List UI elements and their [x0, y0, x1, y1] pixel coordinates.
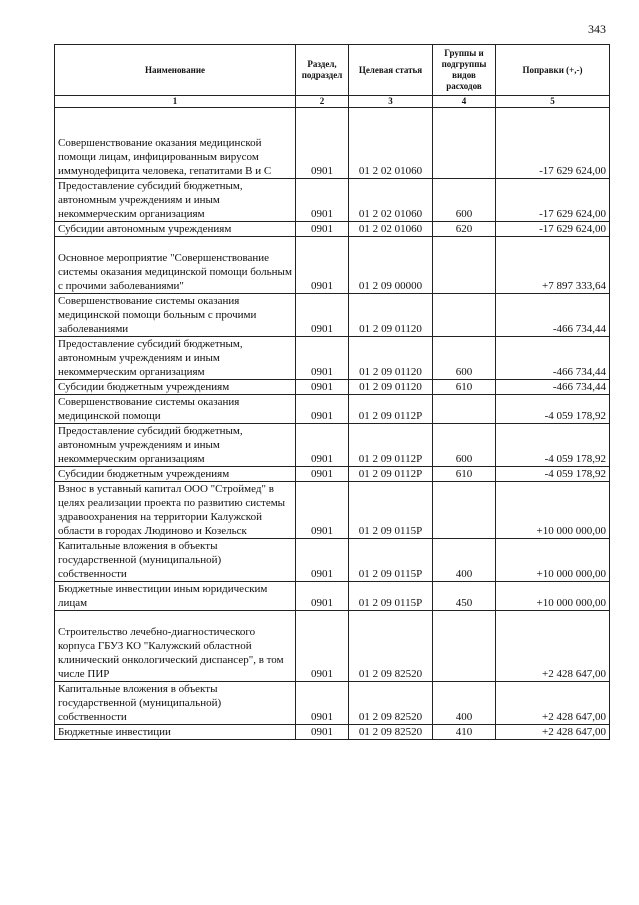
row-name: [55, 482, 296, 539]
row-expense-group: [433, 237, 496, 294]
row-section: [296, 582, 349, 611]
row-section-text: 0901: [311, 366, 333, 378]
row-name-text: Предоставление субсидий бюджетным, автономным учреждениям и иным некоммерческим организациям: [58, 180, 243, 220]
row-expense-group: [433, 294, 496, 337]
row-section-text: 0901: [311, 165, 333, 177]
row-amendment-amount: [496, 294, 610, 337]
row-name: [55, 725, 296, 740]
row-name: [55, 108, 296, 179]
row-name: [55, 237, 296, 294]
row-expense-group: [433, 682, 496, 725]
row-section: [296, 108, 349, 179]
table-row: [55, 294, 610, 337]
row-name-text: Капитальные вложения в объекты государственной (муниципальной) собственности: [58, 683, 222, 723]
row-target-article-text: 01 2 09 0115Р: [358, 525, 423, 537]
row-expense-group: [433, 337, 496, 380]
row-name-text: Предоставление субсидий бюджетным, автономным учреждениям и иным некоммерческим организациям: [58, 338, 243, 378]
row-amendment-amount: [496, 582, 610, 611]
row-target-article: [349, 179, 433, 222]
header-section: Раздел, подраздел: [296, 45, 349, 96]
row-expense-group-text: 400: [455, 568, 473, 580]
row-expense-group: [433, 380, 496, 395]
row-expense-group-text: 600: [455, 208, 473, 220]
row-section-text: 0901: [311, 726, 333, 738]
row-expense-group-text: 410: [455, 726, 473, 738]
row-section-text: 0901: [311, 323, 333, 335]
row-expense-group-text: 620: [455, 223, 473, 235]
row-name-text: Бюджетные инвестиции иным юридическим лицам: [58, 583, 268, 609]
row-section: [296, 237, 349, 294]
row-section-text: 0901: [311, 410, 333, 422]
table-row: [55, 179, 610, 222]
row-section-text: 0901: [311, 525, 333, 537]
row-section-text: 0901: [311, 381, 333, 393]
row-section: [296, 222, 349, 237]
row-amendment-amount: [496, 725, 610, 740]
row-section-text: 0901: [311, 468, 333, 480]
row-section-text: 0901: [311, 568, 333, 580]
row-name-text: Совершенствование оказания медицинской помощи лицам, инфицированным вирусом иммунодефицита человека, гепатитами В и С: [58, 137, 272, 177]
row-amendment-amount: [496, 108, 610, 179]
row-amendment-amount: [496, 539, 610, 582]
row-name-text: Совершенствование системы оказания медицинской помощи: [58, 396, 240, 422]
row-name: [55, 294, 296, 337]
row-target-article: [349, 380, 433, 395]
row-amendment-amount-text: -17 629 624,00: [539, 208, 606, 220]
row-amendment-amount-text: -17 629 624,00: [539, 165, 606, 177]
row-name-text: Основное мероприятие "Совершенствование системы оказания медицинской помощи больным с прочими заболеваниями": [58, 252, 292, 292]
row-target-article: [349, 539, 433, 582]
row-target-article: [349, 467, 433, 482]
row-section: [296, 482, 349, 539]
row-target-article-text: 01 2 09 82520: [358, 726, 423, 738]
row-target-article: [349, 108, 433, 179]
row-section-text: 0901: [311, 280, 333, 292]
row-amendment-amount-text: -466 734,44: [552, 323, 606, 335]
row-amendment-amount: [496, 337, 610, 380]
table-row: [55, 582, 610, 611]
row-section-text: 0901: [311, 223, 333, 235]
page-number: 343: [588, 22, 606, 36]
row-amendment-amount: [496, 179, 610, 222]
row-amendment-amount-text: +2 428 647,00: [542, 711, 606, 723]
row-amendment-amount-text: -466 734,44: [552, 381, 606, 393]
table-row: [55, 539, 610, 582]
header-name: Наименование: [55, 45, 296, 96]
row-expense-group: [433, 424, 496, 467]
table-body: [55, 108, 610, 740]
table-row: [55, 682, 610, 725]
budget-amendment-table: [54, 44, 610, 740]
header-amendment: Поправки (+,-): [496, 45, 610, 96]
row-target-article: [349, 395, 433, 424]
row-target-article-text: 01 2 09 0115Р: [358, 568, 423, 580]
row-target-article-text: 01 2 09 0112Р: [358, 453, 423, 465]
row-expense-group: [433, 395, 496, 424]
row-target-article: [349, 337, 433, 380]
row-target-article-text: 01 2 09 0115Р: [358, 597, 423, 609]
row-section: [296, 725, 349, 740]
column-number: 5: [496, 96, 610, 108]
row-target-article-text: 01 2 09 0112Р: [358, 468, 423, 480]
row-section-text: 0901: [311, 668, 333, 680]
table-row: [55, 380, 610, 395]
row-amendment-amount: [496, 380, 610, 395]
row-section: [296, 424, 349, 467]
row-name: [55, 380, 296, 395]
row-expense-group: [433, 222, 496, 237]
column-number: 1: [55, 96, 296, 108]
row-target-article: [349, 725, 433, 740]
row-amendment-amount-text: +10 000 000,00: [536, 525, 606, 537]
column-number-row: [55, 96, 610, 108]
row-target-article-text: 01 2 02 01060: [358, 208, 423, 220]
row-amendment-amount-text: +10 000 000,00: [536, 568, 606, 580]
row-target-article: [349, 294, 433, 337]
table-row: [55, 337, 610, 380]
row-amendment-amount-text: +10 000 000,00: [536, 597, 606, 609]
column-number: 2: [296, 96, 349, 108]
row-amendment-amount: [496, 482, 610, 539]
row-expense-group: [433, 611, 496, 682]
row-amendment-amount-text: -17 629 624,00: [539, 223, 606, 235]
row-target-article: [349, 682, 433, 725]
row-target-article-text: 01 2 09 01120: [359, 366, 422, 378]
row-amendment-amount: [496, 237, 610, 294]
row-expense-group-text: 600: [455, 366, 473, 378]
row-amendment-amount: [496, 424, 610, 467]
row-section: [296, 337, 349, 380]
table-header-row: [55, 45, 610, 96]
table-row: [55, 482, 610, 539]
row-name-text: Субсидии автономным учреждениям: [58, 223, 232, 235]
row-name: [55, 395, 296, 424]
row-name: [55, 424, 296, 467]
row-amendment-amount-text: -4 059 178,92: [544, 410, 606, 422]
row-section: [296, 294, 349, 337]
row-name-text: Субсидии бюджетным учреждениям: [58, 381, 230, 393]
row-section: [296, 395, 349, 424]
column-number: 3: [349, 96, 433, 108]
row-name: [55, 611, 296, 682]
row-name-text: Совершенствование системы оказания медицинской помощи больным с прочими заболеваниями: [58, 295, 257, 335]
row-target-article: [349, 582, 433, 611]
row-amendment-amount: [496, 222, 610, 237]
row-expense-group: [433, 467, 496, 482]
row-name-text: Бюджетные инвестиции: [58, 726, 171, 738]
row-name: [55, 539, 296, 582]
row-section: [296, 539, 349, 582]
row-amendment-amount: [496, 395, 610, 424]
row-expense-group: [433, 539, 496, 582]
row-target-article: [349, 222, 433, 237]
row-name-text: Строительство лечебно-диагностического корпуса ГБУЗ КО "Калужский областной клинический онкологический диспансер", в том числе ПИР: [58, 626, 284, 680]
column-number: 4: [433, 96, 496, 108]
row-target-article-text: 01 2 09 82520: [358, 668, 423, 680]
header-groups: Группы и подгруппы видов расходов: [433, 45, 496, 96]
row-name-text: Предоставление субсидий бюджетным, автономным учреждениям и иным некоммерческим организациям: [58, 425, 243, 465]
row-name: [55, 682, 296, 725]
row-section: [296, 179, 349, 222]
row-amendment-amount-text: +2 428 647,00: [542, 668, 606, 680]
row-amendment-amount: [496, 467, 610, 482]
table-row: [55, 237, 610, 294]
row-section-text: 0901: [311, 711, 333, 723]
table-row: [55, 424, 610, 467]
row-expense-group-text: 600: [455, 453, 473, 465]
row-section-text: 0901: [311, 453, 333, 465]
row-expense-group-text: 610: [455, 468, 473, 480]
row-target-article: [349, 482, 433, 539]
header-target: Целевая статья: [349, 45, 433, 96]
row-expense-group-text: 450: [455, 597, 473, 609]
row-section-text: 0901: [311, 597, 333, 609]
row-target-article: [349, 611, 433, 682]
row-expense-group: [433, 725, 496, 740]
row-expense-group: [433, 582, 496, 611]
table-row: [55, 222, 610, 237]
row-target-article-text: 01 2 09 01120: [359, 323, 422, 335]
row-name-text: Субсидии бюджетным учреждениям: [58, 468, 230, 480]
row-name: [55, 582, 296, 611]
row-amendment-amount-text: -4 059 178,92: [544, 453, 606, 465]
row-target-article: [349, 424, 433, 467]
row-target-article-text: 01 2 02 01060: [358, 165, 423, 177]
table-row: [55, 725, 610, 740]
table-row: [55, 108, 610, 179]
row-target-article-text: 01 2 02 01060: [358, 223, 423, 235]
row-section: [296, 467, 349, 482]
row-target-article-text: 01 2 09 0112Р: [358, 410, 423, 422]
row-section: [296, 380, 349, 395]
row-expense-group-text: 400: [455, 711, 473, 723]
row-expense-group-text: 610: [455, 381, 473, 393]
row-target-article-text: 01 2 09 82520: [358, 711, 423, 723]
row-amendment-amount-text: -466 734,44: [552, 366, 606, 378]
row-amendment-amount-text: -4 059 178,92: [544, 468, 606, 480]
row-section: [296, 611, 349, 682]
table-row: [55, 395, 610, 424]
row-section: [296, 682, 349, 725]
row-name: [55, 467, 296, 482]
row-name-text: Взнос в уставный капитал ООО "Строймед" в целях реализации проекта по развитию системы здравоохранения на территории Калужской области в городах Людиново и Козельск: [58, 483, 286, 537]
row-amendment-amount: [496, 611, 610, 682]
row-expense-group: [433, 179, 496, 222]
row-amendment-amount: [496, 682, 610, 725]
row-expense-group: [433, 482, 496, 539]
row-name: [55, 337, 296, 380]
row-target-article-text: 01 2 09 00000: [358, 280, 423, 292]
row-name: [55, 222, 296, 237]
row-section-text: 0901: [311, 208, 333, 220]
row-amendment-amount-text: +7 897 333,64: [542, 280, 606, 292]
row-target-article: [349, 237, 433, 294]
table-row: [55, 467, 610, 482]
row-target-article-text: 01 2 09 01120: [359, 381, 422, 393]
table-row: [55, 611, 610, 682]
row-expense-group: [433, 108, 496, 179]
row-name: [55, 179, 296, 222]
row-name-text: Капитальные вложения в объекты государственной (муниципальной) собственности: [58, 540, 222, 580]
row-amendment-amount-text: +2 428 647,00: [542, 726, 606, 738]
